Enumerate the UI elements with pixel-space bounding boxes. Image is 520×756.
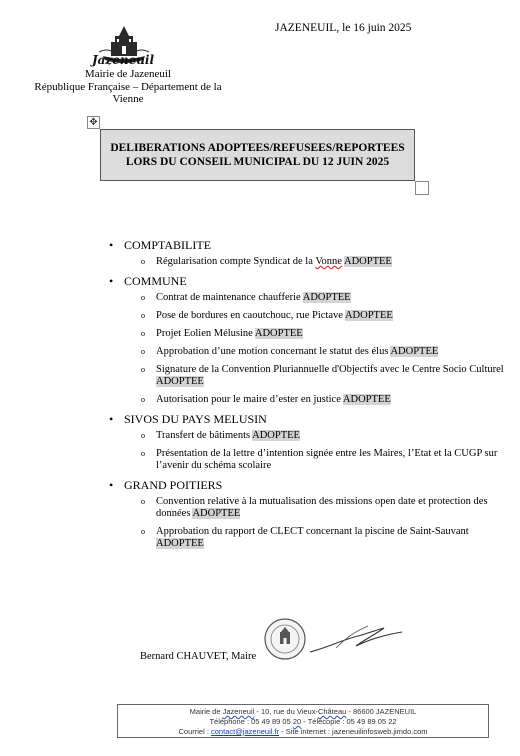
date-line: JAZENEUIL, le 16 juin 2025 xyxy=(275,22,412,34)
section-heading: • COMMUNE xyxy=(105,274,517,288)
page-footer xyxy=(117,704,489,738)
section-heading: • GRAND POITIERS xyxy=(105,478,517,492)
header-line-2: République Française – Département de la xyxy=(34,80,222,93)
list-item: o Projet Eolien Mélusine ADOPTEE xyxy=(137,328,517,340)
status-badge: ADOPTEE xyxy=(254,328,303,339)
section-heading: • COMPTABILITE xyxy=(105,238,517,252)
status-badge: ADOPTEE xyxy=(252,430,300,441)
section-items xyxy=(137,256,517,268)
status-badge: ADOPTEE xyxy=(192,508,241,519)
list-item: o Signature de la Convention Pluriannuelle d'Objectifs avec le Centre Socio Culturel ADOPTEE xyxy=(137,364,517,388)
title-line-2: LORS DU CONSEIL MUNICIPAL DU 12 JUIN 2025 xyxy=(125,156,390,168)
section-items xyxy=(137,292,517,406)
deliberations-list xyxy=(105,238,517,556)
handwritten-signature-icon xyxy=(306,618,406,658)
footer-address: Mairie de Jazeneuil - 10, rue du Vieux-Château - 86600 JAZENEUIL xyxy=(189,707,417,716)
status-badge: ADOPTEE xyxy=(344,310,393,321)
table-move-handle-icon[interactable]: ✥ xyxy=(87,116,100,129)
table-resize-handle[interactable] xyxy=(415,181,429,195)
footer-contact: Courriel : contact@jazeneuil.fr - Site internet : jazeneuilinfosweb.jimdo.com xyxy=(178,727,428,736)
header-line-1: Mairie de Jazeneuil xyxy=(84,68,172,80)
section-items xyxy=(137,496,517,550)
status-badge: ADOPTEE xyxy=(342,394,391,405)
official-seal-icon xyxy=(263,617,307,661)
status-badge: ADOPTEE xyxy=(156,376,204,387)
list-item: o Pose de bordures en caoutchouc, rue Pictave ADOPTEE xyxy=(137,310,517,322)
list-item: o Approbation d’une motion concernant le statut des élus ADOPTEE xyxy=(137,346,517,358)
mairie-header xyxy=(30,68,226,106)
list-item: o Autorisation pour le maire d’ester en justice ADOPTEE xyxy=(137,394,517,406)
list-item: o Convention relative à la mutualisation des missions open date et protection des données ADOPTEE xyxy=(137,496,517,520)
signatory-name: Bernard CHAUVET, Maire xyxy=(140,651,257,662)
status-badge: ADOPTEE xyxy=(156,538,204,549)
list-item: o Contrat de maintenance chaufferie ADOPTEE xyxy=(137,292,517,304)
list-item: o Transfert de bâtiments ADOPTEE xyxy=(137,430,517,442)
list-item: o Approbation du rapport de CLECT concernant la piscine de Saint-Sauvant ADOPTEE xyxy=(137,526,517,550)
list-item: o Présentation de la lettre d’intention signée entre les Maires, l’Etat et la CUGP sur l’avenir du schéma scolaire xyxy=(137,448,517,472)
logo-wordmark: Jazeneuil xyxy=(91,53,155,67)
title-box xyxy=(100,129,415,181)
section-items xyxy=(137,430,517,472)
status-badge: ADOPTEE xyxy=(390,346,439,357)
title-line-1: DELIBERATIONS ADOPTEES/REFUSEES/REPORTEES xyxy=(110,142,405,154)
footer-phone: Téléphone : 05 49 89 05 20 - Télécopie : 05 49 89 05 22 xyxy=(209,717,397,726)
header-line-3: Vienne xyxy=(112,93,144,105)
email-link[interactable]: contact@jazeneuil.fr xyxy=(211,727,280,736)
list-item: o Régularisation compte Syndicat de la Vonne ADOPTEE xyxy=(137,256,517,268)
status-badge: ADOPTEE xyxy=(302,292,351,303)
section-heading: • SIVOS DU PAYS MELUSIN xyxy=(105,412,517,426)
status-badge: ADOPTEE xyxy=(344,256,392,267)
